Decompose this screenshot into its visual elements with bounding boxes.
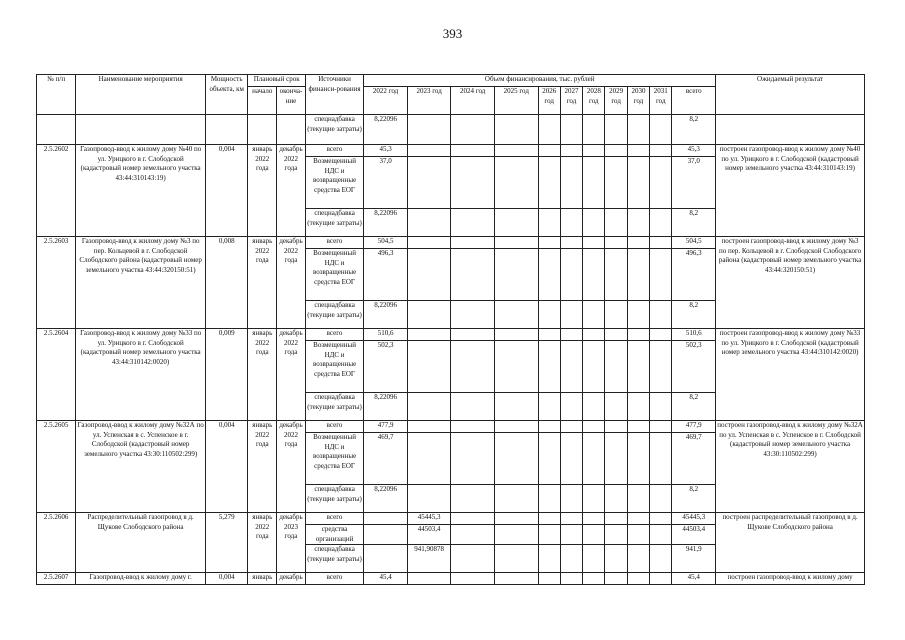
header-sources: Источники финанси-рования <box>305 75 363 115</box>
total-cell: 37,0 <box>672 157 716 209</box>
source-cell: всего <box>305 329 363 341</box>
source-cell: Возмещенный НДС и возвращенные средства ЕОГ <box>305 341 363 393</box>
row-term-start: январь 2022 года <box>248 145 277 237</box>
total-cell: 8,2 <box>672 209 716 237</box>
source-cell: всего <box>305 237 363 249</box>
value-cell: 502,3 <box>364 341 408 393</box>
total-cell: 8,2 <box>672 115 716 145</box>
row-term-start: январь <box>248 573 277 585</box>
total-cell: 469,7 <box>672 433 716 485</box>
header-year-2026: 2026 год <box>538 87 560 115</box>
page-number: 393 <box>442 26 463 41</box>
row-number: 2.5.2606 <box>37 513 76 573</box>
header-result: Ожидаемый результат <box>716 75 865 115</box>
source-cell: спецнадбавка (текущие затраты) <box>305 485 363 513</box>
table-row <box>37 145 865 157</box>
row-result: построен газопровод-ввод к жилому дому №32А по ул. Успенская в с. Успенское в г. Слободской (кадастровый номер земельного участка 43:30:110502:299) <box>716 421 865 513</box>
value-cell: 477,9 <box>364 421 408 433</box>
row-result: построен газопровод-ввод к жилому дому №3 по пер. Кольцевой в г. Слободской Слободского района (кадастровый номер земельного участка 43:44:320150:51) <box>716 237 865 329</box>
row-number: 2.5.2607 <box>37 573 76 585</box>
total-cell: 477,9 <box>672 421 716 433</box>
header-capacity: Мощность объекта, км <box>205 75 248 115</box>
value-cell: 8,22096 <box>364 301 408 329</box>
total-cell: 45445,3 <box>672 513 716 525</box>
row-name: Газопровод-ввод к жилому дому №33 по ул. Урицкого в г. Слободской (кадастровый номер земельного участка 43:44:310142:0020) <box>76 329 206 421</box>
row-name: Распределительный газопровод в д. Щукове Слободского района <box>76 513 206 573</box>
header-term-end: оконча-ние <box>277 87 306 115</box>
row-name: Газопровод-ввод к жилому дому №3 по пер. Кольцевой в г. Слободской Слободского района (кадастровый номер земельного участка 43:44:320150:51) <box>76 237 206 329</box>
row-number: 2.5.2604 <box>37 329 76 421</box>
value-cell: 8,22096 <box>364 115 408 145</box>
total-cell: 45,4 <box>672 573 716 585</box>
value-cell: 496,3 <box>364 249 408 301</box>
source-cell: спецнадбавка (текущие затраты) <box>305 115 363 145</box>
value-cell: 8,22096 <box>364 485 408 513</box>
header-term-start: начало <box>248 87 277 115</box>
header-year-2025: 2025 год <box>494 87 538 115</box>
table-row <box>37 237 865 249</box>
row-name: Газопровод-ввод к жилому дому №40 по ул. Урицкого в г. Слободской (кадастровый номер земельного участка 43:44:310143:19) <box>76 145 206 237</box>
row-capacity: 0,004 <box>205 421 248 513</box>
financing-table <box>36 74 865 585</box>
value-cell: 8,22096 <box>364 393 408 421</box>
header-year-2031: 2031 год <box>650 87 672 115</box>
source-cell: спецнадбавка (текущие затраты) <box>305 209 363 237</box>
table-row <box>37 421 865 433</box>
value-cell: 469,7 <box>364 433 408 485</box>
source-cell: средства организаций <box>305 525 363 545</box>
row-result: построен газопровод-ввод к жилому дому №33 по ул. Урицкого в г. Слободской (кадастровый номер земельного участка 43:44:310142:0020) <box>716 329 865 421</box>
value-cell: 45,3 <box>364 145 408 157</box>
value-cell: 8,22096 <box>364 209 408 237</box>
header-year-2023: 2023 год <box>407 87 451 115</box>
value-cell: 504,5 <box>364 237 408 249</box>
value-cell: 37,0 <box>364 157 408 209</box>
header-year-2029: 2029 год <box>605 87 627 115</box>
source-cell: всего <box>305 573 363 585</box>
row-result: построен газопровод-ввод к жилому дому №40 по ул. Урицкого в г. Слободской (кадастровый номер земельного участка 43:44:310143:19) <box>716 145 865 237</box>
header-year-2024: 2024 год <box>451 87 495 115</box>
source-cell: Возмещенный НДС и возвращенные средства ЕОГ <box>305 433 363 485</box>
total-cell: 44503,4 <box>672 525 716 545</box>
value-cell: 45445,3 <box>407 513 451 525</box>
header-total: всего <box>672 87 716 115</box>
row-result: построен газопровод-ввод к жилому дому <box>716 573 865 585</box>
row-name: Газопровод-ввод к жилому дому №32А по ул. Успенская в с. Успенское в г. Слободской (кадастровый номер земельного участка 43:30:110502:299) <box>76 421 206 513</box>
source-cell: Возмещенный НДС и возвращенные средства ЕОГ <box>305 157 363 209</box>
table-body <box>37 115 865 585</box>
header-term: Плановый срок <box>248 75 305 87</box>
row-term-start: январь 2022 года <box>248 513 277 573</box>
source-cell: всего <box>305 145 363 157</box>
total-cell: 8,2 <box>672 301 716 329</box>
header-name: Наименование мероприятия <box>76 75 206 115</box>
row-term-start: январь 2022 года <box>248 421 277 513</box>
row-capacity: 5,279 <box>205 513 248 573</box>
row-term-start: январь 2022 года <box>248 329 277 421</box>
header-year-2022: 2022 год <box>364 87 408 115</box>
total-cell: 8,2 <box>672 393 716 421</box>
table-row <box>37 513 865 525</box>
table-row <box>37 115 865 145</box>
row-term-end: декабрь <box>277 573 306 585</box>
source-cell: спецнадбавка (текущие затраты) <box>305 301 363 329</box>
row-number: 2.5.2603 <box>37 237 76 329</box>
row-capacity: 0,004 <box>205 145 248 237</box>
row-term-end: декабрь 2023 года <box>277 513 306 573</box>
row-term-end: декабрь 2022 года <box>277 145 306 237</box>
row-term-end: декабрь 2022 года <box>277 329 306 421</box>
source-cell: спецнадбавка (текущие затраты) <box>305 393 363 421</box>
total-cell: 504,5 <box>672 237 716 249</box>
row-result: построен распределительный газопровод в д. Щукове Слободского района <box>716 513 865 573</box>
row-capacity: 0,009 <box>205 329 248 421</box>
row-number: 2.5.2605 <box>37 421 76 513</box>
total-cell: 45,3 <box>672 145 716 157</box>
total-cell: 941,9 <box>672 545 716 573</box>
row-name: Газопровод-ввод к жилому дому г. <box>76 573 206 585</box>
value-cell: 510,6 <box>364 329 408 341</box>
header-year-2027: 2027 год <box>560 87 582 115</box>
table-row <box>37 573 865 585</box>
row-capacity: 0,004 <box>205 573 248 585</box>
value-cell: 45,4 <box>364 573 408 585</box>
row-number: 2.5.2602 <box>37 145 76 237</box>
value-cell: 941,90878 <box>407 545 451 573</box>
header-year-2028: 2028 год <box>583 87 605 115</box>
table-row <box>37 329 865 341</box>
table-header <box>37 75 865 115</box>
source-cell: Возмещенный НДС и возвращенные средства ЕОГ <box>305 249 363 301</box>
header-year-2030: 2030 год <box>627 87 649 115</box>
row-capacity: 0,008 <box>205 237 248 329</box>
total-cell: 502,3 <box>672 341 716 393</box>
row-term-start: январь 2022 года <box>248 237 277 329</box>
row-term-end: декабрь 2022 года <box>277 421 306 513</box>
source-cell: всего <box>305 421 363 433</box>
value-cell: 44503,4 <box>407 525 451 545</box>
header-volume: Объем финансирования, тыс. рублей <box>364 75 716 87</box>
source-cell: всего <box>305 513 363 525</box>
total-cell: 496,3 <box>672 249 716 301</box>
header-no: № п/п <box>37 75 76 115</box>
total-cell: 8,2 <box>672 485 716 513</box>
total-cell: 510,6 <box>672 329 716 341</box>
row-term-end: декабрь 2022 года <box>277 237 306 329</box>
source-cell: спецнадбавка (текущие затраты) <box>305 545 363 573</box>
